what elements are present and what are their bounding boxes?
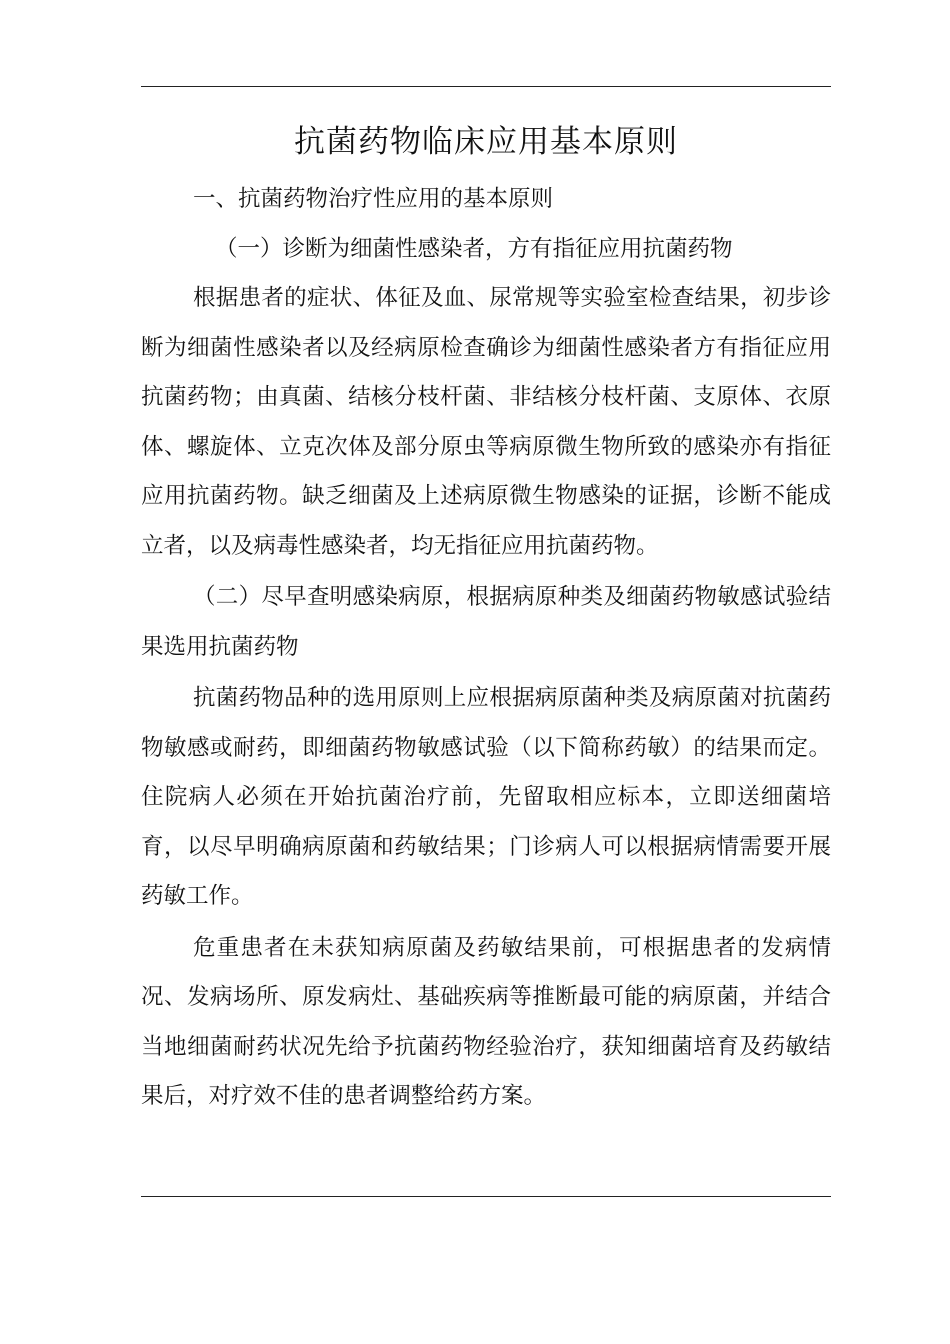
document-title: 抗菌药物临床应用基本原则 [294, 124, 678, 160]
section-heading-1: 一、抗菌药物治疗性应用的基本原则 [193, 186, 554, 212]
subsection-heading-1: （一）诊断为细菌性感染者，方有指征应用抗菌药物 [215, 235, 733, 262]
header-rule [141, 86, 831, 87]
paragraph-drug-selection: 抗菌药物品种的选用原则上应根据病原菌种类及病原菌对抗菌药物敏感或耐药，即细菌药物敏感试验（以下简称药敏）的结果而定。住院病人必须在开始抗菌治疗前，先留取相应标本，立即送细菌培育，以尽早明确病原菌和药敏结果；门诊病人可以根据病情需要开展药敏工作。 [141, 685, 831, 909]
paragraph-critical-patients: 危重患者在未获知病原菌及药敏结果前，可根据患者的发病情况、发病场所、原发病灶、基础疾病等推断最可能的病原菌，并结合当地细菌耐药状况先给予抗菌药物经验治疗，获知细菌培育及药敏结果后，对疗效不佳的患者调整给药方案。 [141, 934, 831, 1109]
footer-rule [141, 1196, 831, 1197]
paragraph-indications: 根据患者的症状、体征及血、尿常规等实验室检查结果，初步诊断为细菌性感染者以及经病原检查确诊为细菌性感染者方有指征应用抗菌药物；由真菌、结核分枝杆菌、非结核分枝杆菌、支原体、衣原体、螺旋体、立克次体及部分原虫等病原微生物所致的感染亦有指征应用抗菌药物。缺乏细菌及上述病原微生物感染的证据，诊断不能成立者，以及病毒性感染者，均无指征应用抗菌药物。 [141, 285, 831, 559]
subsection-heading-2: （二）尽早查明感染病原，根据病原种类及细菌药物敏感试验结果选用抗菌药物 [141, 584, 831, 660]
document-body [141, 112, 831, 1122]
